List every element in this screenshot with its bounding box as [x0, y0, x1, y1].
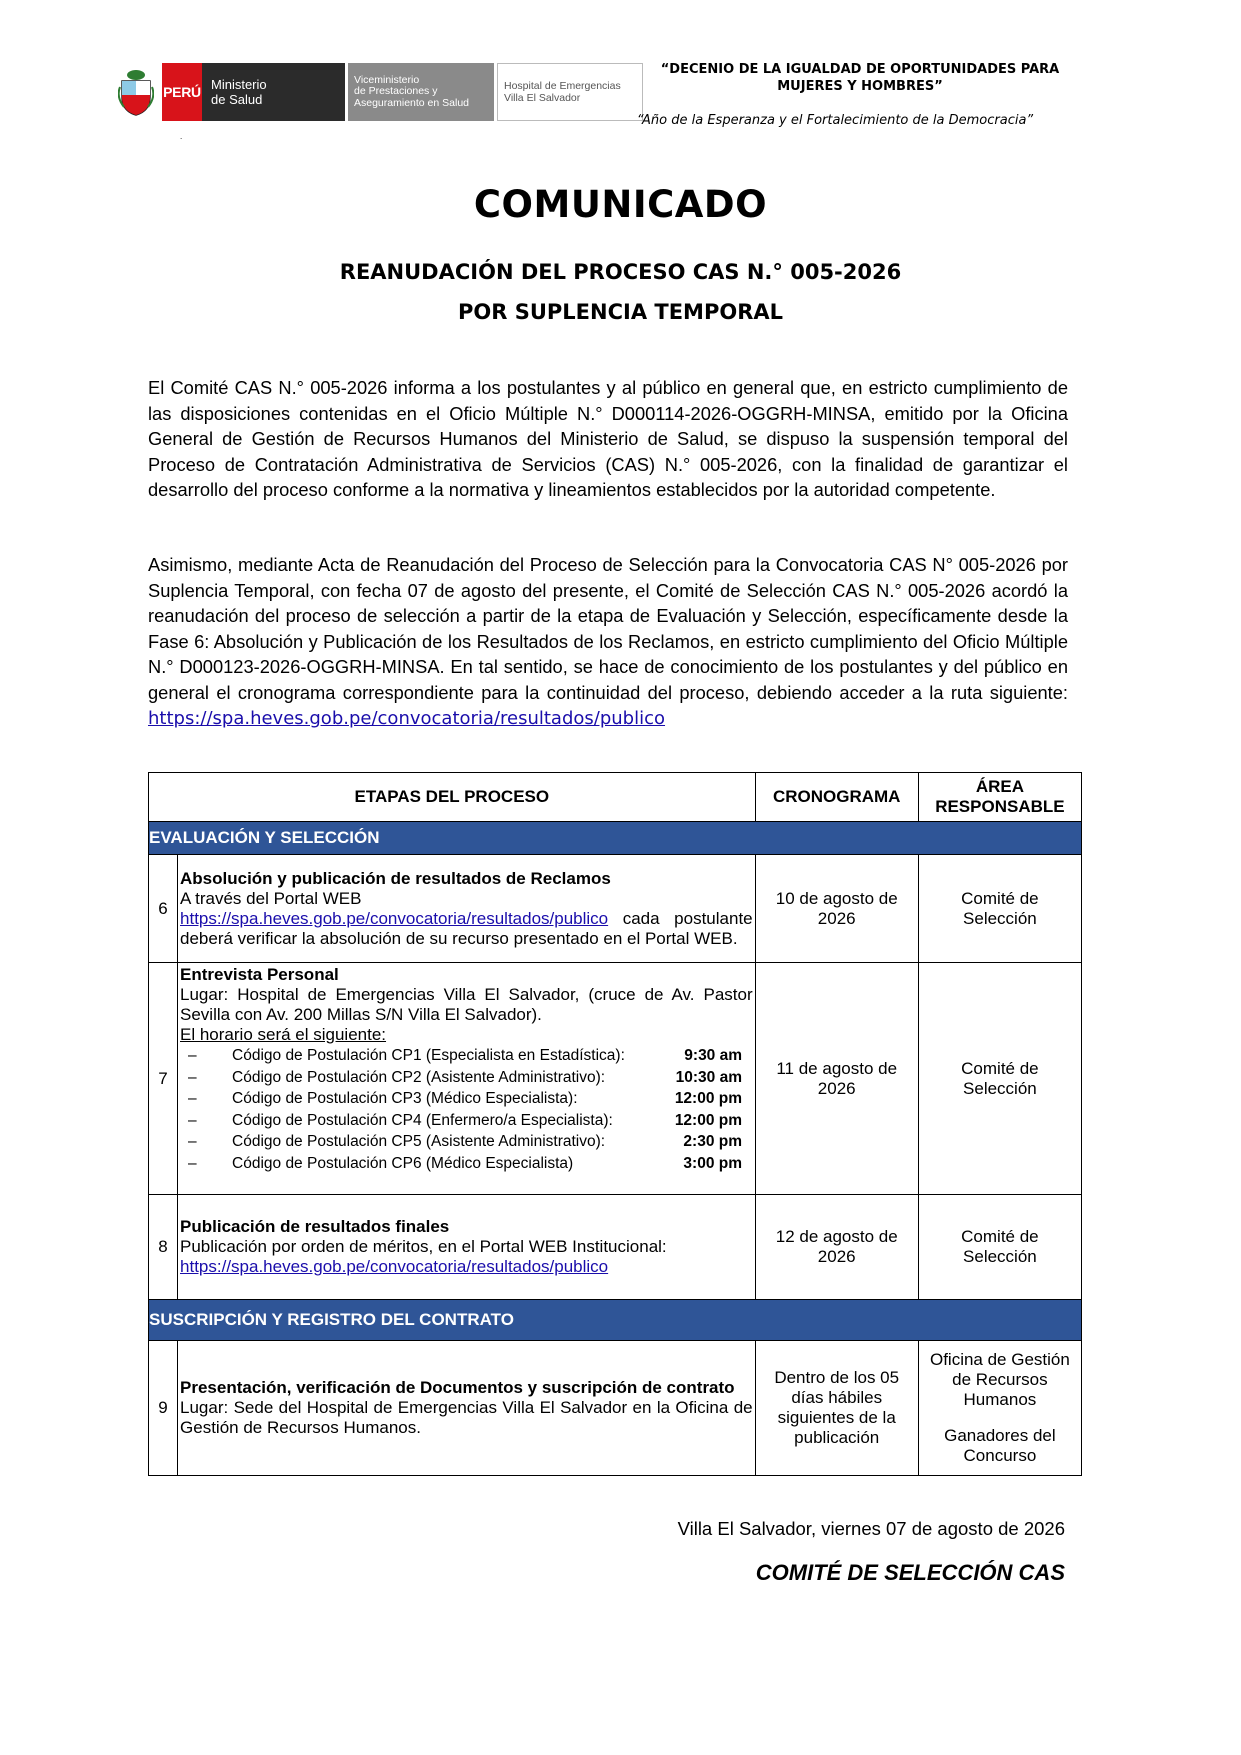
stage-link[interactable]: https://spa.heves.gob.pe/convocatoria/resultados/publico	[180, 908, 609, 928]
header-area	[918, 773, 1081, 822]
row-number: 8	[149, 1195, 178, 1300]
viceministry-label	[348, 63, 494, 121]
document-subtitle: REANUDACIÓN DEL PROCESO CAS N.° 005-2026	[339, 260, 902, 284]
table-row	[149, 1341, 1082, 1476]
stage-link-suffix: cada postulante deberá verificar la absolución de su recurso presentado en el Portal WEB.	[180, 908, 753, 948]
responsible-area: Comité de Selección	[918, 1195, 1081, 1300]
responsible-area: Comité de Selección	[918, 963, 1081, 1195]
paragraph-2-text: Asimismo, mediante Acta de Reanudación del Proceso de Selección para la Convocatoria CAS N° 005-2026 por Suplencia Temporal, con fecha 07 de agosto del presente, el Comité de Selección CAS N.° 005-2026 acordó la reanudación del proceso de selección a partir de la etapa de Evaluación y Selección, específicamente desde la Fase 6: Absolución y Publicación de los Resultados de los Reclamos, en estricto cumplimiento del Oficio Múltiple N.° D000123-2026-OGGRH-MINSA. En tal sentido, se hace de conocimiento de los postulantes y del público en general el cronograma correspondiente para la continuidad del proceso, debiendo acceder a la ruta siguiente:	[148, 554, 1068, 703]
list-item	[180, 1067, 753, 1089]
ministry-label	[202, 63, 345, 121]
stage-cell	[178, 963, 756, 1195]
stage-line-link	[180, 1257, 753, 1277]
stage-cell	[178, 855, 756, 963]
section-row	[149, 822, 1082, 855]
responsible-area-line: Ganadores del Concurso	[944, 1426, 1056, 1465]
header-area-line: ÁREA	[975, 777, 1024, 796]
ministry-line: de Salud	[211, 92, 263, 107]
list-item	[180, 1153, 753, 1175]
stage-cell	[178, 1341, 756, 1476]
section-row	[149, 1300, 1082, 1341]
header-cronograma: CRONOGRAMA	[755, 773, 918, 822]
code-hour: 2:30 pm	[683, 1133, 743, 1150]
code-label: Código de Postulación CP2 (Asistente Administrativo):	[232, 1068, 606, 1086]
paragraph-2	[148, 552, 1068, 732]
place-date: Villa El Salvador, viernes 07 de agosto de 2026	[677, 1518, 1065, 1539]
paragraph-1: El Comité CAS N.° 005-2026 informa a los postulantes y al público en general que, en estricto cumplimiento de las disposiciones contenidas en el Oficio Múltiple N.° D000114-2026-OGGRH-MINSA, emitido por la Oficina General de Gestión de Recursos Humanos del Ministerio de Salud, se dispuso la suspensión temporal del Proceso de Contratación Administrativa de Servicios (CAS) N.° 005-2026, con la finalidad de garantizar el desarrollo del proceso conforme a la normativa y lineamientos establecidos por la autoridad competente.	[148, 377, 1068, 500]
list-item	[180, 1045, 753, 1067]
results-link[interactable]: https://spa.heves.gob.pe/convocatoria/resultados/publico	[148, 708, 666, 729]
row-number: 7	[149, 963, 178, 1195]
hospital-line: Hospital de Emergencias	[504, 80, 621, 92]
stage-title: Publicación de resultados finales	[180, 1217, 450, 1236]
peru-label: PERÚ	[162, 63, 202, 121]
year-motto: “Año de la Esperanza y el Fortalecimiento de la Democracia”	[636, 113, 1034, 128]
viceministry-line: de Prestaciones y	[354, 85, 438, 98]
code-hour: 12:00 pm	[674, 1090, 743, 1107]
stage-link[interactable]: https://spa.heves.gob.pe/convocatoria/resultados/publico	[180, 1257, 609, 1276]
viceministry-line: Aseguramiento en Salud	[354, 96, 469, 109]
document-title: COMUNICADO	[473, 183, 768, 226]
code-label: Código de Postulación CP3 (Médico Especialista):	[232, 1090, 578, 1107]
table-row	[149, 1195, 1082, 1300]
stage-location: Lugar: Hospital de Emergencias Villa El Salvador, (cruce de Av. Pastor Sevilla con Av. 200 Millas S/N Villa El Salvador).	[180, 985, 753, 1024]
schedule-date: 11 de agosto de 2026	[755, 963, 918, 1195]
code-label: Código de Postulación CP6 (Médico Especialista)	[232, 1154, 574, 1172]
schedule-date: 10 de agosto de 2026	[755, 855, 918, 963]
responsible-area: Comité de Selección	[918, 855, 1081, 963]
list-dash: –	[188, 1111, 197, 1129]
interview-schedule-list	[180, 1045, 753, 1174]
list-item	[180, 1110, 753, 1132]
stray-dot: .	[180, 132, 183, 141]
header-etapas: ETAPAS DEL PROCESO	[149, 773, 756, 822]
stage-title: Absolución y publicación de resultados de Reclamos	[180, 868, 611, 888]
decenio-line: “DECENIO DE LA IGUALDAD DE OPORTUNIDADES PARA	[660, 62, 1060, 77]
stage-line-link	[180, 909, 753, 949]
list-dash: –	[188, 1133, 197, 1150]
document-subtitle: POR SUPLENCIA TEMPORAL	[458, 300, 783, 324]
hospital-line: Villa El Salvador	[504, 92, 581, 104]
stage-location: Lugar: Sede del Hospital de Emergencias Villa El Salvador en la Oficina de Gestión de Recursos Humanos.	[180, 1398, 753, 1437]
header-area-line: RESPONSABLE	[935, 797, 1065, 816]
stage-title: Entrevista Personal	[180, 965, 339, 984]
signature: COMITÉ DE SELECCIÓN CAS	[755, 1560, 1065, 1585]
stage-line: A través del Portal WEB	[180, 888, 362, 908]
code-hour: 10:30 am	[675, 1068, 743, 1086]
ministry-line: Ministerio	[211, 77, 267, 92]
decenio-heading	[640, 61, 1080, 95]
section-title: EVALUACIÓN Y SELECCIÓN	[149, 822, 1082, 855]
code-label: Código de Postulación CP5 (Asistente Administrativo):	[232, 1133, 606, 1150]
responsible-area	[918, 1341, 1081, 1476]
list-dash: –	[188, 1090, 197, 1107]
schedule-table	[148, 772, 1082, 1476]
schedule-date: Dentro de los 05 días hábiles siguientes de la publicación	[755, 1341, 918, 1476]
institution-logo-bar	[118, 63, 643, 121]
stage-schedule-intro: El horario será el siguiente:	[180, 1025, 387, 1044]
section-title: SUSCRIPCIÓN Y REGISTRO DEL CONTRATO	[149, 1300, 1082, 1341]
code-label: Código de Postulación CP1 (Especialista en Estadística):	[232, 1047, 625, 1064]
schedule-date: 12 de agosto de 2026	[755, 1195, 918, 1300]
stage-cell	[178, 1195, 756, 1300]
list-dash: –	[188, 1154, 197, 1172]
code-label: Código de Postulación CP4 (Enfermero/a Especialista):	[232, 1111, 613, 1129]
list-item	[180, 1131, 753, 1153]
table-header-row	[149, 773, 1082, 822]
peru-coat-of-arms-icon	[118, 67, 154, 117]
list-dash: –	[188, 1047, 197, 1064]
table-row	[149, 963, 1082, 1195]
stage-line: Publicación por orden de méritos, en el Portal WEB Institucional:	[180, 1237, 667, 1256]
responsible-area-line: Oficina de Gestión de Recursos Humanos	[929, 1350, 1070, 1409]
table-row	[149, 855, 1082, 963]
stage-title: Presentación, verificación de Documentos y suscripción de contrato	[180, 1378, 735, 1397]
row-number: 6	[149, 855, 178, 963]
list-dash: –	[188, 1068, 197, 1086]
decenio-line: MUJERES Y HOMBRES”	[777, 79, 943, 94]
viceministry-line: Viceministerio	[354, 73, 420, 86]
code-hour: 9:30 am	[684, 1047, 743, 1064]
row-number: 9	[149, 1341, 178, 1476]
code-hour: 3:00 pm	[683, 1154, 743, 1172]
list-item	[180, 1088, 753, 1110]
code-hour: 12:00 pm	[674, 1111, 743, 1129]
